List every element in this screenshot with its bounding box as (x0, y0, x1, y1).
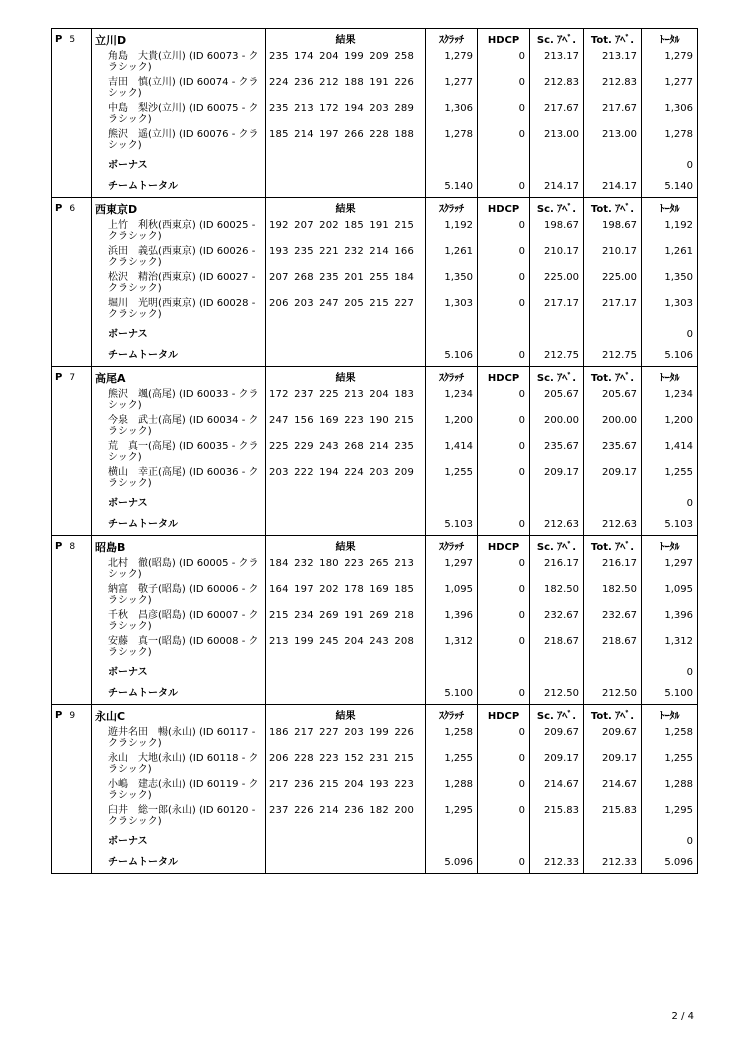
tot-ave-value: 216.17 (584, 558, 642, 584)
game-scores: 164 197 202 178 169 185 (266, 584, 426, 610)
tot-ave-value: 198.67 (584, 220, 642, 246)
game-scores: 192 207 202 185 191 215 (266, 220, 426, 246)
team-hdcp: 0 (478, 682, 530, 704)
sc-ave-value: 205.67 (530, 389, 584, 415)
team-total: 5.100 (642, 682, 698, 704)
hdcp-value: 0 (478, 441, 530, 467)
player-row (52, 727, 698, 753)
player-name: 松沢 精治(西東京) (ID 60027 - クラシック) (92, 272, 266, 298)
player-name: 上竹 利秋(西東京) (ID 60025 - クラシック) (92, 220, 266, 246)
team-sc-ave: 212.75 (530, 344, 584, 366)
scratch-value: 1,288 (426, 779, 478, 805)
sc-ave-value: 200.00 (530, 415, 584, 441)
header-sc-ave: Sc. ｱﾍﾞ. (530, 536, 584, 559)
player-row (52, 467, 698, 493)
team-sc-ave: 214.17 (530, 175, 584, 197)
team-name: 永山C (92, 705, 266, 728)
sc-ave-value: 213.00 (530, 129, 584, 155)
team-total-row (52, 344, 698, 366)
bonus-row (52, 155, 698, 175)
team-scratch: 5.100 (426, 682, 478, 704)
bonus-label: ボーナス (92, 831, 266, 851)
header-scratch: ｽｸﾗｯﾁ (426, 705, 478, 728)
player-name: 荒 真一(高尾) (ID 60035 - クラシック) (92, 441, 266, 467)
player-row (52, 220, 698, 246)
bonus-row (52, 831, 698, 851)
tot-ave-value: 214.67 (584, 779, 642, 805)
tot-ave-value: 217.67 (584, 103, 642, 129)
bonus-row (52, 493, 698, 513)
team-hdcp: 0 (478, 344, 530, 366)
total-value: 1,295 (642, 805, 698, 831)
hdcp-value: 0 (478, 103, 530, 129)
team-total: 5.140 (642, 175, 698, 197)
team-tot-ave: 212.63 (584, 513, 642, 535)
team-block (51, 28, 698, 197)
player-row (52, 779, 698, 805)
tot-ave-value: 218.67 (584, 636, 642, 662)
position-cell (52, 29, 92, 52)
team-block (51, 535, 698, 704)
page-separator: / (677, 1011, 688, 1022)
team-tot-ave: 214.17 (584, 175, 642, 197)
team-scratch: 5.096 (426, 851, 478, 874)
game-scores: 193 235 221 232 214 166 (266, 246, 426, 272)
player-row (52, 298, 698, 324)
player-row (52, 636, 698, 662)
team-name: 昭島B (92, 536, 266, 559)
header-scratch: ｽｸﾗｯﾁ (426, 198, 478, 221)
player-name: 安藤 真一(昭島) (ID 60008 - クラシック) (92, 636, 266, 662)
header-tot-ave: Tot. ｱﾍﾞ. (584, 29, 642, 52)
bonus-label: ボーナス (92, 662, 266, 682)
team-scratch: 5.106 (426, 344, 478, 366)
team-tot-ave: 212.50 (584, 682, 642, 704)
header-total: ﾄｰﾀﾙ (642, 29, 698, 52)
hdcp-value: 0 (478, 558, 530, 584)
player-name: 堀川 光明(西東京) (ID 60028 - クラシック) (92, 298, 266, 324)
scratch-value: 1,255 (426, 467, 478, 493)
hdcp-value: 0 (478, 77, 530, 103)
sc-ave-value: 209.67 (530, 727, 584, 753)
scratch-value: 1,414 (426, 441, 478, 467)
sc-ave-value: 235.67 (530, 441, 584, 467)
player-row (52, 584, 698, 610)
team-sc-ave: 212.50 (530, 682, 584, 704)
sc-ave-value: 209.17 (530, 753, 584, 779)
scratch-value: 1,234 (426, 389, 478, 415)
game-scores: 247 156 169 223 190 215 (266, 415, 426, 441)
game-scores: 207 268 235 201 255 184 (266, 272, 426, 298)
bonus-value: 0 (642, 493, 698, 513)
header-total: ﾄｰﾀﾙ (642, 705, 698, 728)
tot-ave-value: 217.17 (584, 298, 642, 324)
tot-ave-value: 212.83 (584, 77, 642, 103)
team-total-label: チームトータル (92, 513, 266, 535)
header-hdcp: HDCP (478, 705, 530, 728)
bonus-value: 0 (642, 155, 698, 175)
game-scores: 203 222 194 224 203 209 (266, 467, 426, 493)
team-total-row (52, 175, 698, 197)
sc-ave-value: 215.83 (530, 805, 584, 831)
hdcp-value: 0 (478, 610, 530, 636)
team-scratch: 5.103 (426, 513, 478, 535)
team-header-row (52, 705, 698, 728)
hdcp-value: 0 (478, 389, 530, 415)
header-tot-ave: Tot. ｱﾍﾞ. (584, 536, 642, 559)
total-value: 1,095 (642, 584, 698, 610)
position-label: P (55, 372, 63, 383)
player-name: 臼井 総一郎(永山) (ID 60120 - クラシック) (92, 805, 266, 831)
header-sc-ave: Sc. ｱﾍﾞ. (530, 29, 584, 52)
scratch-value: 1,200 (426, 415, 478, 441)
sc-ave-value: 213.17 (530, 51, 584, 77)
header-hdcp: HDCP (478, 29, 530, 52)
player-name: 角島 大貴(立川) (ID 60073 - クラシック) (92, 51, 266, 77)
header-scratch: ｽｸﾗｯﾁ (426, 536, 478, 559)
player-row (52, 129, 698, 155)
sc-ave-value: 217.17 (530, 298, 584, 324)
player-name: 中島 梨沙(立川) (ID 60075 - クラシック) (92, 103, 266, 129)
position-label: P (55, 34, 63, 45)
position-number: 5 (69, 35, 76, 45)
hdcp-value: 0 (478, 51, 530, 77)
hdcp-value: 0 (478, 246, 530, 272)
player-row (52, 389, 698, 415)
sc-ave-value: 182.50 (530, 584, 584, 610)
player-name: 浜田 義弘(西東京) (ID 60026 - クラシック) (92, 246, 266, 272)
scratch-value: 1,295 (426, 805, 478, 831)
tot-ave-value: 182.50 (584, 584, 642, 610)
scratch-value: 1,277 (426, 77, 478, 103)
header-results: 結果 (266, 705, 426, 728)
team-total-label: チームトータル (92, 851, 266, 874)
scratch-value: 1,350 (426, 272, 478, 298)
player-row (52, 77, 698, 103)
bonus-label: ボーナス (92, 155, 266, 175)
hdcp-value: 0 (478, 220, 530, 246)
scratch-value: 1,095 (426, 584, 478, 610)
player-name: 熊沢 遥(立川) (ID 60076 - クラシック) (92, 129, 266, 155)
game-scores: 235 174 204 199 209 258 (266, 51, 426, 77)
team-header-row (52, 29, 698, 52)
total-value: 1,277 (642, 77, 698, 103)
player-name: 小嶋 建志(永山) (ID 60119 - クラシック) (92, 779, 266, 805)
total-value: 1,255 (642, 753, 698, 779)
team-total-row (52, 682, 698, 704)
team-total-label: チームトータル (92, 175, 266, 197)
player-name: 遊井名田 暢(永山) (ID 60117 - クラシック) (92, 727, 266, 753)
total-value: 1,350 (642, 272, 698, 298)
team-blocks (51, 28, 697, 874)
hdcp-value: 0 (478, 467, 530, 493)
header-hdcp: HDCP (478, 198, 530, 221)
position-number: 8 (69, 542, 76, 552)
player-name: 永山 大地(永山) (ID 60118 - クラシック) (92, 753, 266, 779)
sc-ave-value: 214.67 (530, 779, 584, 805)
header-total: ﾄｰﾀﾙ (642, 198, 698, 221)
total-value: 1,288 (642, 779, 698, 805)
hdcp-value: 0 (478, 753, 530, 779)
header-sc-ave: Sc. ｱﾍﾞ. (530, 705, 584, 728)
team-header-row (52, 367, 698, 390)
team-total-row (52, 851, 698, 874)
player-name: 北村 徹(昭島) (ID 60005 - クラシック) (92, 558, 266, 584)
total-value: 1,261 (642, 246, 698, 272)
hdcp-value: 0 (478, 298, 530, 324)
scratch-value: 1,261 (426, 246, 478, 272)
bonus-value: 0 (642, 662, 698, 682)
header-results: 結果 (266, 29, 426, 52)
sc-ave-value: 225.00 (530, 272, 584, 298)
tot-ave-value: 235.67 (584, 441, 642, 467)
tot-ave-value: 209.17 (584, 753, 642, 779)
player-row (52, 272, 698, 298)
game-scores: 235 213 172 194 203 289 (266, 103, 426, 129)
position-cell (52, 198, 92, 221)
total-value: 1,312 (642, 636, 698, 662)
hdcp-value: 0 (478, 636, 530, 662)
scratch-value: 1,278 (426, 129, 478, 155)
player-row (52, 415, 698, 441)
team-total-label: チームトータル (92, 344, 266, 366)
position-number: 9 (69, 711, 76, 721)
header-tot-ave: Tot. ｱﾍﾞ. (584, 367, 642, 390)
game-scores: 172 237 225 213 204 183 (266, 389, 426, 415)
header-scratch: ｽｸﾗｯﾁ (426, 367, 478, 390)
total-value: 1,396 (642, 610, 698, 636)
position-label: P (55, 541, 63, 552)
position-label: P (55, 710, 63, 721)
page-number (672, 1011, 694, 1022)
sc-ave-value: 218.67 (530, 636, 584, 662)
position-cell (52, 536, 92, 559)
total-value: 1,279 (642, 51, 698, 77)
header-results: 結果 (266, 367, 426, 390)
sc-ave-value: 232.67 (530, 610, 584, 636)
team-block (51, 366, 698, 535)
game-scores: 217 236 215 204 193 223 (266, 779, 426, 805)
bonus-value: 0 (642, 324, 698, 344)
position-number: 7 (69, 373, 76, 383)
header-total: ﾄｰﾀﾙ (642, 367, 698, 390)
team-name: 立川D (92, 29, 266, 52)
tot-ave-value: 200.00 (584, 415, 642, 441)
hdcp-value: 0 (478, 805, 530, 831)
player-row (52, 805, 698, 831)
game-scores: 213 199 245 204 243 208 (266, 636, 426, 662)
player-row (52, 441, 698, 467)
bonus-label: ボーナス (92, 493, 266, 513)
total-value: 1,200 (642, 415, 698, 441)
total-value: 1,278 (642, 129, 698, 155)
position-cell (52, 705, 92, 728)
total-value: 1,297 (642, 558, 698, 584)
position-label: P (55, 203, 63, 214)
game-scores: 215 234 269 191 269 218 (266, 610, 426, 636)
player-row (52, 103, 698, 129)
header-hdcp: HDCP (478, 367, 530, 390)
team-name: 西東京D (92, 198, 266, 221)
player-row (52, 246, 698, 272)
team-total-label: チームトータル (92, 682, 266, 704)
team-total: 5.106 (642, 344, 698, 366)
scratch-value: 1,303 (426, 298, 478, 324)
tot-ave-value: 225.00 (584, 272, 642, 298)
game-scores: 185 214 197 266 228 188 (266, 129, 426, 155)
sc-ave-value: 217.67 (530, 103, 584, 129)
sc-ave-value: 198.67 (530, 220, 584, 246)
scratch-value: 1,279 (426, 51, 478, 77)
header-hdcp: HDCP (478, 536, 530, 559)
total-value: 1,234 (642, 389, 698, 415)
total-value: 1,258 (642, 727, 698, 753)
header-sc-ave: Sc. ｱﾍﾞ. (530, 198, 584, 221)
player-name: 熊沢 颯(高尾) (ID 60033 - クラシック) (92, 389, 266, 415)
team-hdcp: 0 (478, 513, 530, 535)
team-block (51, 704, 698, 874)
team-total: 5.103 (642, 513, 698, 535)
tot-ave-value: 213.00 (584, 129, 642, 155)
team-tot-ave: 212.75 (584, 344, 642, 366)
header-results: 結果 (266, 536, 426, 559)
team-header-row (52, 536, 698, 559)
hdcp-value: 0 (478, 727, 530, 753)
page-current: 2 (671, 1011, 678, 1022)
player-row (52, 753, 698, 779)
tot-ave-value: 210.17 (584, 246, 642, 272)
team-hdcp: 0 (478, 175, 530, 197)
team-hdcp: 0 (478, 851, 530, 874)
total-value: 1,192 (642, 220, 698, 246)
scratch-value: 1,255 (426, 753, 478, 779)
player-name: 吉田 慎(立川) (ID 60074 - クラシック) (92, 77, 266, 103)
tot-ave-value: 205.67 (584, 389, 642, 415)
team-sc-ave: 212.33 (530, 851, 584, 874)
tot-ave-value: 209.67 (584, 727, 642, 753)
team-tot-ave: 212.33 (584, 851, 642, 874)
results-sheet (51, 28, 697, 874)
team-header-row (52, 198, 698, 221)
tot-ave-value: 215.83 (584, 805, 642, 831)
team-name: 高尾A (92, 367, 266, 390)
bonus-row (52, 662, 698, 682)
total-value: 1,414 (642, 441, 698, 467)
hdcp-value: 0 (478, 584, 530, 610)
bonus-value: 0 (642, 831, 698, 851)
position-cell (52, 367, 92, 390)
game-scores: 237 226 214 236 182 200 (266, 805, 426, 831)
header-sc-ave: Sc. ｱﾍﾞ. (530, 367, 584, 390)
player-row (52, 610, 698, 636)
player-name: 横山 幸正(高尾) (ID 60036 - クラシック) (92, 467, 266, 493)
game-scores: 224 236 212 188 191 226 (266, 77, 426, 103)
team-block (51, 197, 698, 366)
position-number: 6 (69, 204, 76, 214)
sc-ave-value: 209.17 (530, 467, 584, 493)
scratch-value: 1,306 (426, 103, 478, 129)
header-tot-ave: Tot. ｱﾍﾞ. (584, 705, 642, 728)
header-tot-ave: Tot. ｱﾍﾞ. (584, 198, 642, 221)
team-total: 5.096 (642, 851, 698, 874)
game-scores: 225 229 243 268 214 235 (266, 441, 426, 467)
tot-ave-value: 209.17 (584, 467, 642, 493)
game-scores: 206 228 223 152 231 215 (266, 753, 426, 779)
hdcp-value: 0 (478, 272, 530, 298)
page-total: 4 (687, 1011, 694, 1022)
tot-ave-value: 232.67 (584, 610, 642, 636)
header-scratch: ｽｸﾗｯﾁ (426, 29, 478, 52)
sc-ave-value: 216.17 (530, 558, 584, 584)
header-total: ﾄｰﾀﾙ (642, 536, 698, 559)
game-scores: 184 232 180 223 265 213 (266, 558, 426, 584)
sc-ave-value: 212.83 (530, 77, 584, 103)
game-scores: 206 203 247 205 215 227 (266, 298, 426, 324)
player-row (52, 51, 698, 77)
bonus-label: ボーナス (92, 324, 266, 344)
sc-ave-value: 210.17 (530, 246, 584, 272)
scratch-value: 1,258 (426, 727, 478, 753)
tot-ave-value: 213.17 (584, 51, 642, 77)
hdcp-value: 0 (478, 779, 530, 805)
hdcp-value: 0 (478, 129, 530, 155)
total-value: 1,303 (642, 298, 698, 324)
header-results: 結果 (266, 198, 426, 221)
player-name: 千秋 昌彦(昭島) (ID 60007 - クラシック) (92, 610, 266, 636)
player-name: 納富 敬子(昭島) (ID 60006 - クラシック) (92, 584, 266, 610)
player-name: 今泉 武士(高尾) (ID 60034 - クラシック) (92, 415, 266, 441)
team-total-row (52, 513, 698, 535)
scratch-value: 1,312 (426, 636, 478, 662)
scratch-value: 1,297 (426, 558, 478, 584)
total-value: 1,306 (642, 103, 698, 129)
total-value: 1,255 (642, 467, 698, 493)
player-row (52, 558, 698, 584)
scratch-value: 1,396 (426, 610, 478, 636)
team-sc-ave: 212.63 (530, 513, 584, 535)
game-scores: 186 217 227 203 199 226 (266, 727, 426, 753)
scratch-value: 1,192 (426, 220, 478, 246)
team-scratch: 5.140 (426, 175, 478, 197)
bonus-row (52, 324, 698, 344)
hdcp-value: 0 (478, 415, 530, 441)
